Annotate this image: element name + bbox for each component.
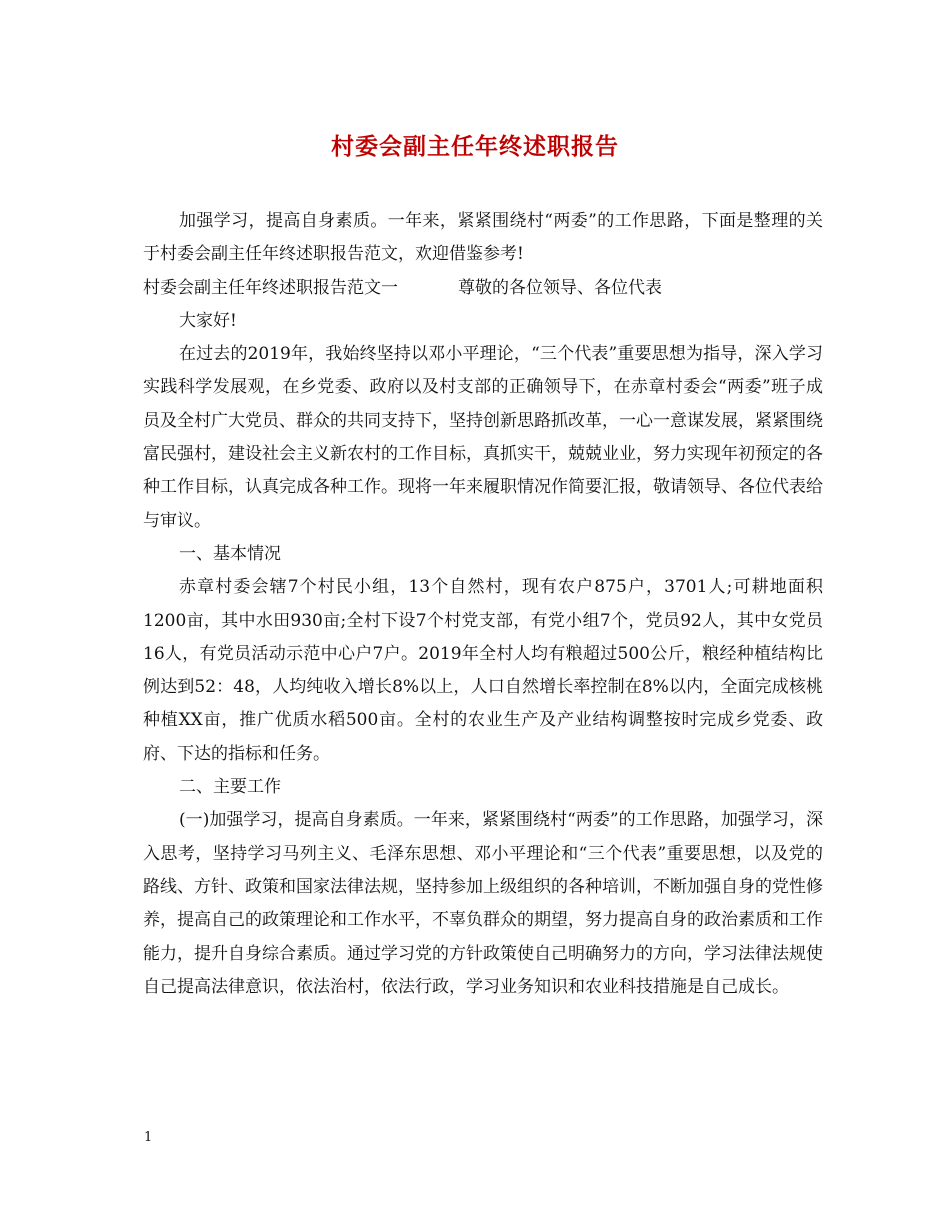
subtitle-line <box>143 272 823 305</box>
section-heading-basic: 一、基本情况 <box>179 543 281 564</box>
document-title: 村委会副主任年终述职报告 <box>331 133 619 160</box>
subtitle-right: 尊敬的各位领导、各位代表 <box>458 277 662 298</box>
section-heading-work: 二、主要工作 <box>179 777 281 798</box>
document-body <box>143 205 823 1004</box>
main-work-paragraph: (一)加强学习，提高自身素质。一年来，紧紧围绕村“两委”的工作思路，加强学习，深入思考，坚持学习马列主义、毛泽东思想、邓小平理论和“三个代表”重要思想，以及党的路线、方针、政策和国家法律法规，坚持参加上级组织的各种培训，不断加强自身的党性修养，提高自己的政策理论和工作水平，不辜负群众的期望，努力提高自身的政治素质和工作能力，提升自身综合素质。通过学习党的方针政策使自己明确努力的方向，学习法律法规使自己提高法律意识，依法治村，依法行政，学习业务知识和农业科技措施是自己成长。 <box>143 810 823 997</box>
page-number: 1 <box>144 1130 153 1145</box>
opening-paragraph: 在过去的2019年，我始终坚持以邓小平理论，“三个代表”重要思想为指导，深入学习实践科学发展观，在乡党委、政府以及村支部的正确领导下，在赤章村委会“两委”班子成员及全村广大党员、群众的共同支持下，坚持创新思路抓改革，一心一意谋发展，紧紧围绕富民强村，建设社会主义新农村的工作目标，真抓实干，兢兢业业，努力实现年初预定的各种工作目标，认真完成各种工作。现将一年来履职情况作简要汇报，敬请领导、各位代表给与审议。 <box>143 344 823 531</box>
greeting: 大家好! <box>179 310 237 331</box>
subtitle-left: 村委会副主任年终述职报告范文一 <box>143 277 398 298</box>
basic-info-paragraph: 赤章村委会辖7个村民小组，13个自然村，现有农户875户，3701人;可耕地面积1200亩，其中水田930亩;全村下设7个村党支部，有党小组7个，党员92人，其中女党员16人，有党员活动示范中心户7户。2019年全村人均有粮超过500公斤，粮经种植结构比例达到52：48，人均纯收入增长8%以上，人口自然增长率控制在8%以内，全面完成核桃种植XX亩，推广优质水稻500亩。全村的农业生产及产业结构调整按时完成乡党委、政府、下达的指标和任务。 <box>143 577 823 764</box>
intro-paragraph: 加强学习，提高自身素质。一年来，紧紧围绕村“两委”的工作思路，下面是整理的关于村委会副主任年终述职报告范文，欢迎借鉴参考! <box>143 211 823 265</box>
